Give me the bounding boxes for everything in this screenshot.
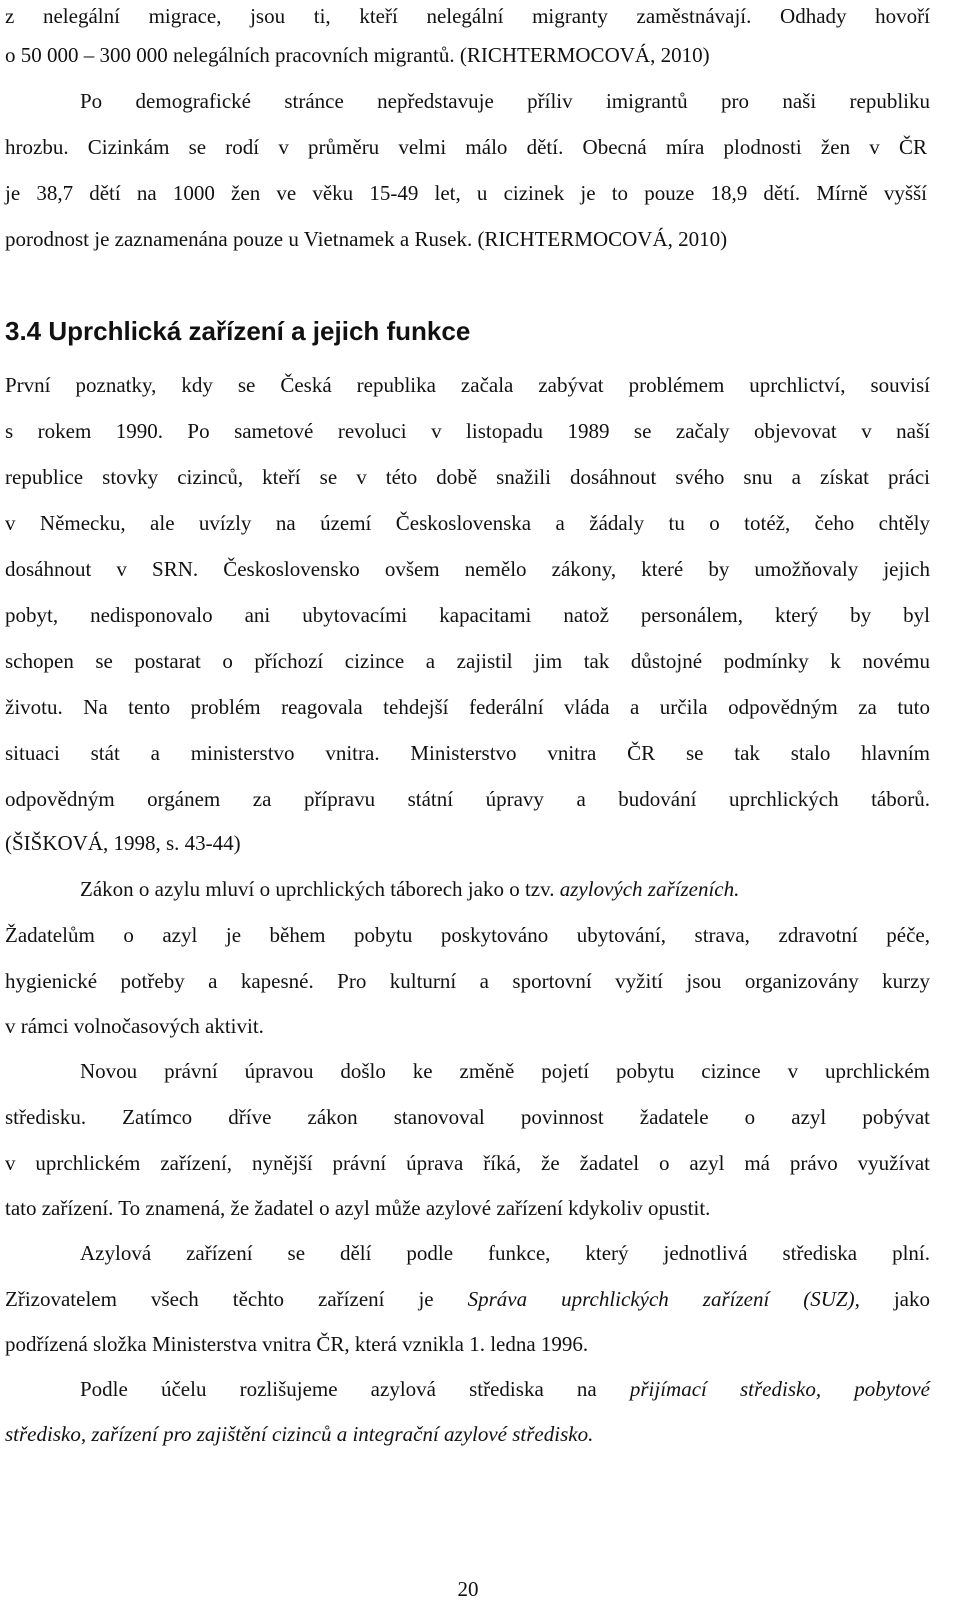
- text-line: o 50 000 – 300 000 nelegálních pracovních migrantů. (RICHTERMOCOVÁ, 2010): [5, 43, 710, 67]
- text-line: odpovědným orgánem za přípravu státní úpravy a budování uprchlických táborů.: [5, 787, 930, 811]
- text-line: schopen se postarat o příchozí cizince a zajistil jim tak důstojné podmínky k novému: [5, 649, 930, 673]
- text-line: podřízená složka Ministerstva vnitra ČR, která vznikla 1. ledna 1996.: [5, 1332, 589, 1356]
- text-line: [5, 1421, 930, 1447]
- text-line: tato zařízení. To znamená, že žadatel o azyl může azylové zařízení kdykoliv opustit.: [5, 1196, 711, 1220]
- emphasis-span: přijímací středisko, pobytové: [629, 1377, 930, 1401]
- page-number: 20: [457, 1577, 479, 1601]
- text-span: Podle účelu rozlišujeme azylová střediska na: [80, 1377, 630, 1401]
- text-line: Novou právní úpravou došlo ke změně pojetí pobytu cizince v uprchlickém: [80, 1059, 930, 1083]
- text-line: životu. Na tento problém reagovala tehdejší federální vláda a určila odpovědným za tuto: [5, 695, 930, 719]
- text-line: porodnost je zaznamenána pouze u Vietnamek a Rusek. (RICHTERMOCOVÁ, 2010): [5, 227, 728, 251]
- text-line: situaci stát a ministerstvo vnitra. Ministerstvo vnitra ČR se tak stalo hlavním: [5, 741, 930, 765]
- emphasis-span: středisko, zařízení pro zajištění cizinců a integrační azylové středisko.: [5, 1422, 594, 1446]
- text-line: Žadatelům o azyl je během pobytu poskytováno ubytování, strava, zdravotní péče,: [5, 923, 930, 947]
- text-line: Po demografické stránce nepředstavuje příliv imigrantů pro naši republiku: [80, 89, 930, 113]
- section-heading: 3.4 Uprchlická zařízení a jejich funkce: [5, 316, 471, 346]
- text-line: (ŠIŠKOVÁ, 1998, s. 43-44): [5, 831, 241, 855]
- text-line: [5, 1286, 930, 1312]
- emphasis-span: azylových zařízeních.: [559, 877, 740, 901]
- text-line: [80, 1376, 930, 1402]
- text-line: v uprchlickém zařízení, nynější právní úprava říká, že žadatel o azyl má právo využívat: [5, 1151, 930, 1175]
- text-line: Azylová zařízení se dělí podle funkce, který jednotlivá střediska plní.: [80, 1241, 930, 1265]
- text-line: pobyt, nedisponovalo ani ubytovacími kapacitami natož personálem, který by byl: [5, 603, 930, 627]
- text-line: v rámci volnočasových aktivit.: [5, 1014, 264, 1038]
- text-line: z nelegální migrace, jsou ti, kteří nelegální migranty zaměstnávají. Odhady hovoří: [5, 4, 930, 28]
- text-span: Zřizovatelem všech těchto zařízení je: [5, 1287, 468, 1311]
- text-line: je 38,7 dětí na 1000 žen ve věku 15-49 let, u cizinek je to pouze 18,9 dětí. Mírně vyšší: [5, 181, 927, 205]
- text-line: s rokem 1990. Po sametové revoluci v listopadu 1989 se začaly objevovat v naší: [5, 419, 930, 443]
- text-span: jako: [859, 1287, 931, 1311]
- text-line: hygienické potřeby a kapesné. Pro kulturní a sportovní vyžití jsou organizovány kurzy: [5, 969, 930, 993]
- text-line: První poznatky, kdy se Česká republika začala zabývat problémem uprchlictví, souvisí: [5, 373, 930, 397]
- text-line: hrozbu. Cizinkám se rodí v průměru velmi málo dětí. Obecná míra plodnosti žen v ČR: [5, 135, 927, 159]
- text-line: v Německu, ale uvízly na území Československa a žádaly tu o totéž, čeho chtěly: [5, 511, 930, 535]
- text-line: dosáhnout v SRN. Československo ovšem nemělo zákony, které by umožňovaly jejich: [5, 557, 930, 581]
- text-span: Zákon o azylu mluví o uprchlických táborech jako o tzv.: [80, 877, 560, 901]
- emphasis-span: Správa uprchlických zařízení (SUZ),: [467, 1287, 860, 1311]
- text-line: [80, 876, 930, 902]
- text-line: republice stovky cizinců, kteří se v této době snažili dosáhnout svého snu a získat práci: [5, 465, 930, 489]
- text-line: středisku. Zatímco dříve zákon stanovoval povinnost žadatele o azyl pobývat: [5, 1105, 930, 1129]
